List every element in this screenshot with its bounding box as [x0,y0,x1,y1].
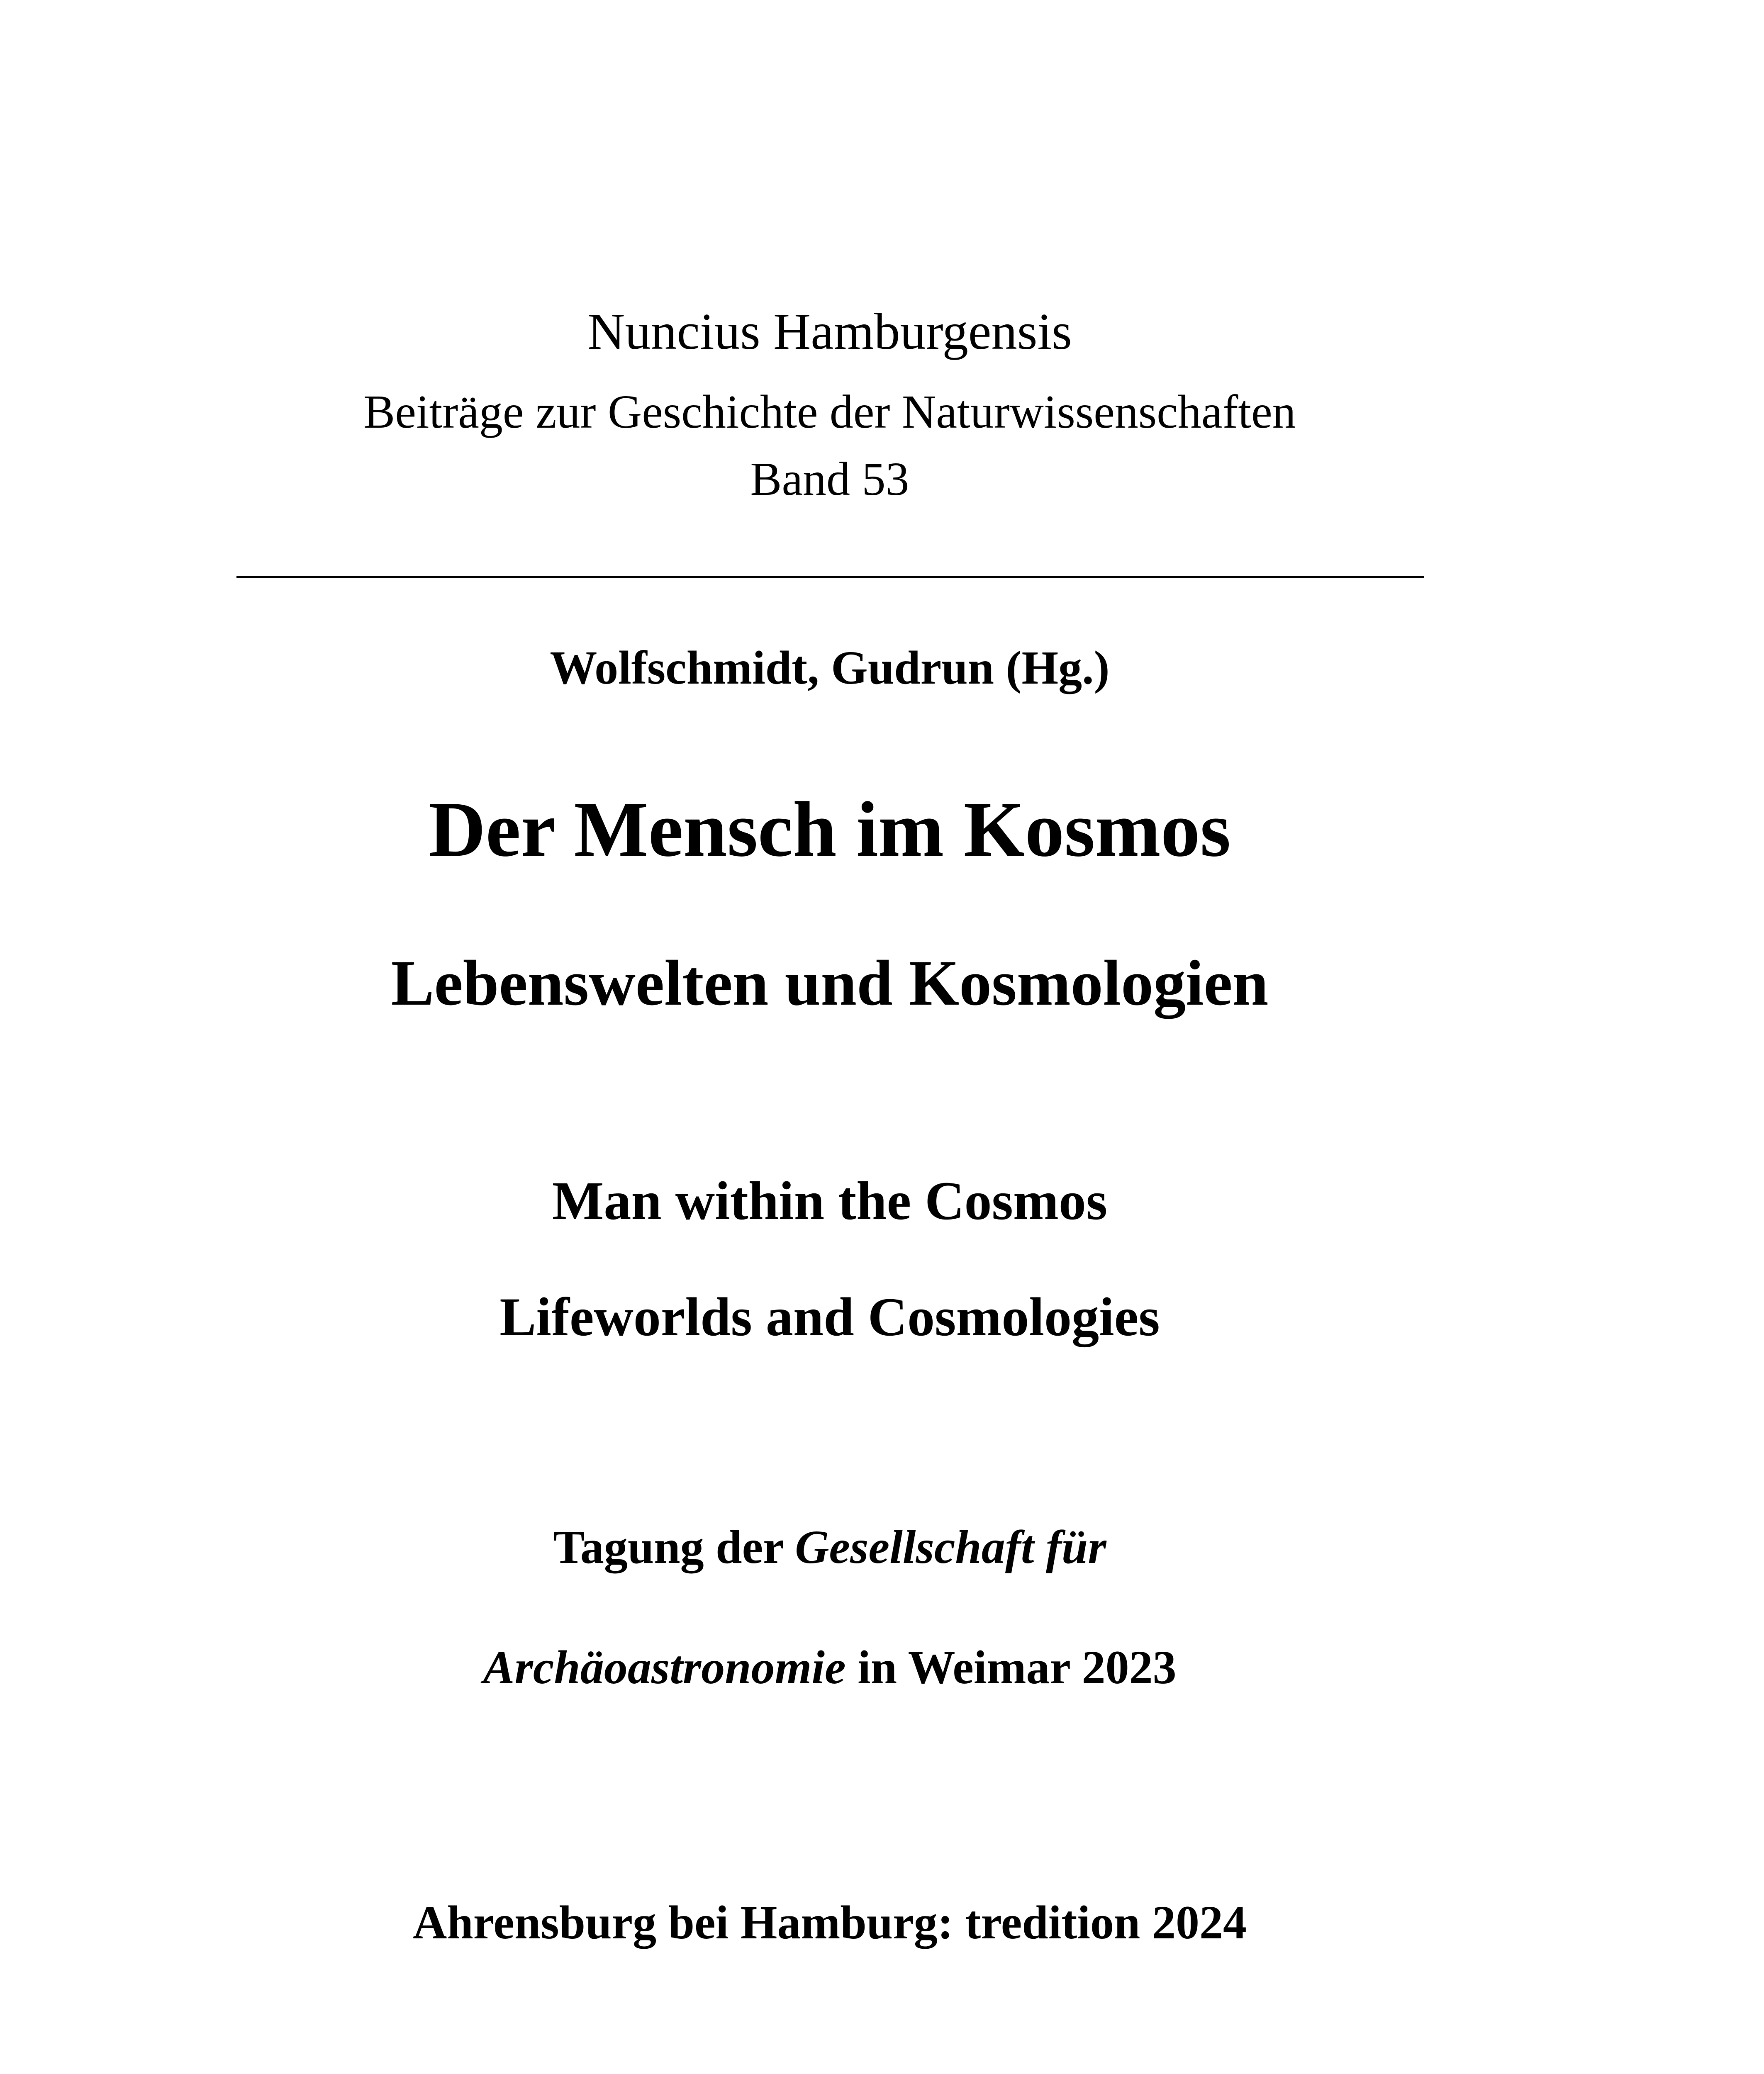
society-name-part-2: Archäoastronomie [483,1641,846,1694]
series-subtitle: Beiträge zur Geschichte der Naturwissenschaften [363,385,1296,438]
conference-suffix: in Weimar 2023 [845,1641,1177,1694]
conference-line-1 [0,1516,1659,1578]
series-title: Nuncius Hamburgensis [587,303,1072,360]
conference-line-2 [0,1636,1659,1699]
conference-prefix: Tagung der [553,1521,795,1573]
book-subtitle-english: Lifeworlds and Cosmologies [499,1286,1160,1347]
book-title-english: Man within the Cosmos [552,1170,1108,1231]
editor: Wolfschmidt, Gudrun (Hg.) [550,641,1110,694]
publisher-imprint: Ahrensburg bei Hamburg: tredition 2024 [413,1896,1247,1949]
book-subtitle: Lebenswelten und Kosmologien [391,947,1269,1019]
horizontal-rule [236,576,1424,578]
book-title: Der Mensch im Kosmos [429,786,1231,873]
society-name-part-1: Gesellschaft für [795,1521,1106,1573]
series-volume: Band 53 [750,453,909,505]
